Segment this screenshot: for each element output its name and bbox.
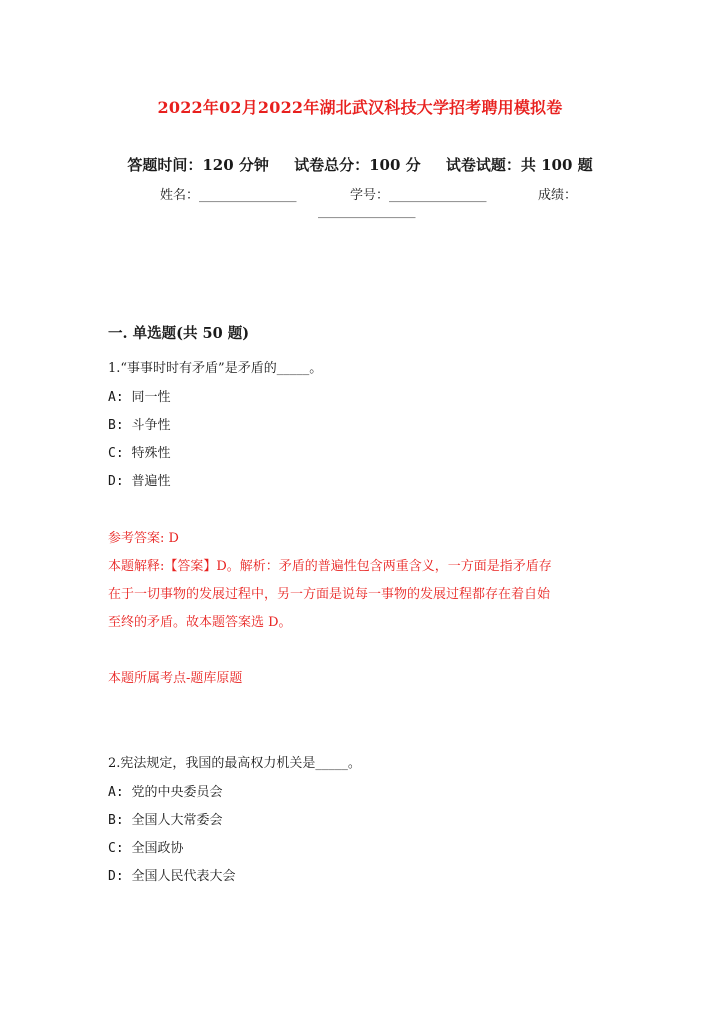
question-2-option-b: B: 全国人大常委会: [108, 813, 223, 828]
question-1-explanation-line-3: 至终的矛盾。故本题答案选 D。: [108, 615, 292, 630]
question-1-option-d: D: 普遍性: [108, 474, 171, 489]
exam-title: 2022年02月2022年湖北武汉科技大学招考聘用模拟卷: [157, 98, 563, 117]
score-field: 成绩：: [538, 188, 578, 203]
exam-total-score: 试卷总分：100 分: [294, 156, 421, 174]
section-title: 一. 单选题(共 50 题): [108, 325, 250, 342]
score-blank-line: _______________: [318, 204, 416, 219]
exam-question-count: 试卷试题：共 100 题: [445, 156, 593, 174]
exam-time: 答题时间：120 分钟: [127, 156, 269, 174]
question-1-explanation-line-2: 在于一切事物的发展过程中，另一方面是说每一事物的发展过程都存在着自始: [108, 587, 551, 602]
question-1-explanation-line-1: 本题解释:【答案】D。解析：矛盾的普遍性包含两重含义，一方面是指矛盾存: [108, 559, 552, 574]
question-2-option-a: A: 党的中央委员会: [108, 785, 223, 800]
question-2-option-d: D: 全国人民代表大会: [108, 869, 236, 884]
question-1-option-a: A: 同一性: [108, 390, 171, 405]
name-field: 姓名：_______________: [160, 188, 297, 203]
question-1-option-c: C: 特殊性: [108, 446, 171, 461]
student-id-field: 学号：_______________: [350, 188, 487, 203]
question-1-answer: 参考答案: D: [108, 531, 179, 546]
question-1-knowledge-point: 本题所属考点-题库原题: [108, 671, 243, 686]
question-1-option-b: B: 斗争性: [108, 418, 171, 433]
exam-meta: [0, 154, 720, 175]
question-2-option-c: C: 全国政协: [108, 841, 184, 856]
question-2-stem: 2.宪法规定，我国的最高权力机关是_____。: [108, 756, 361, 771]
question-1-stem: 1.“事事时时有矛盾”是矛盾的_____。: [108, 361, 323, 376]
